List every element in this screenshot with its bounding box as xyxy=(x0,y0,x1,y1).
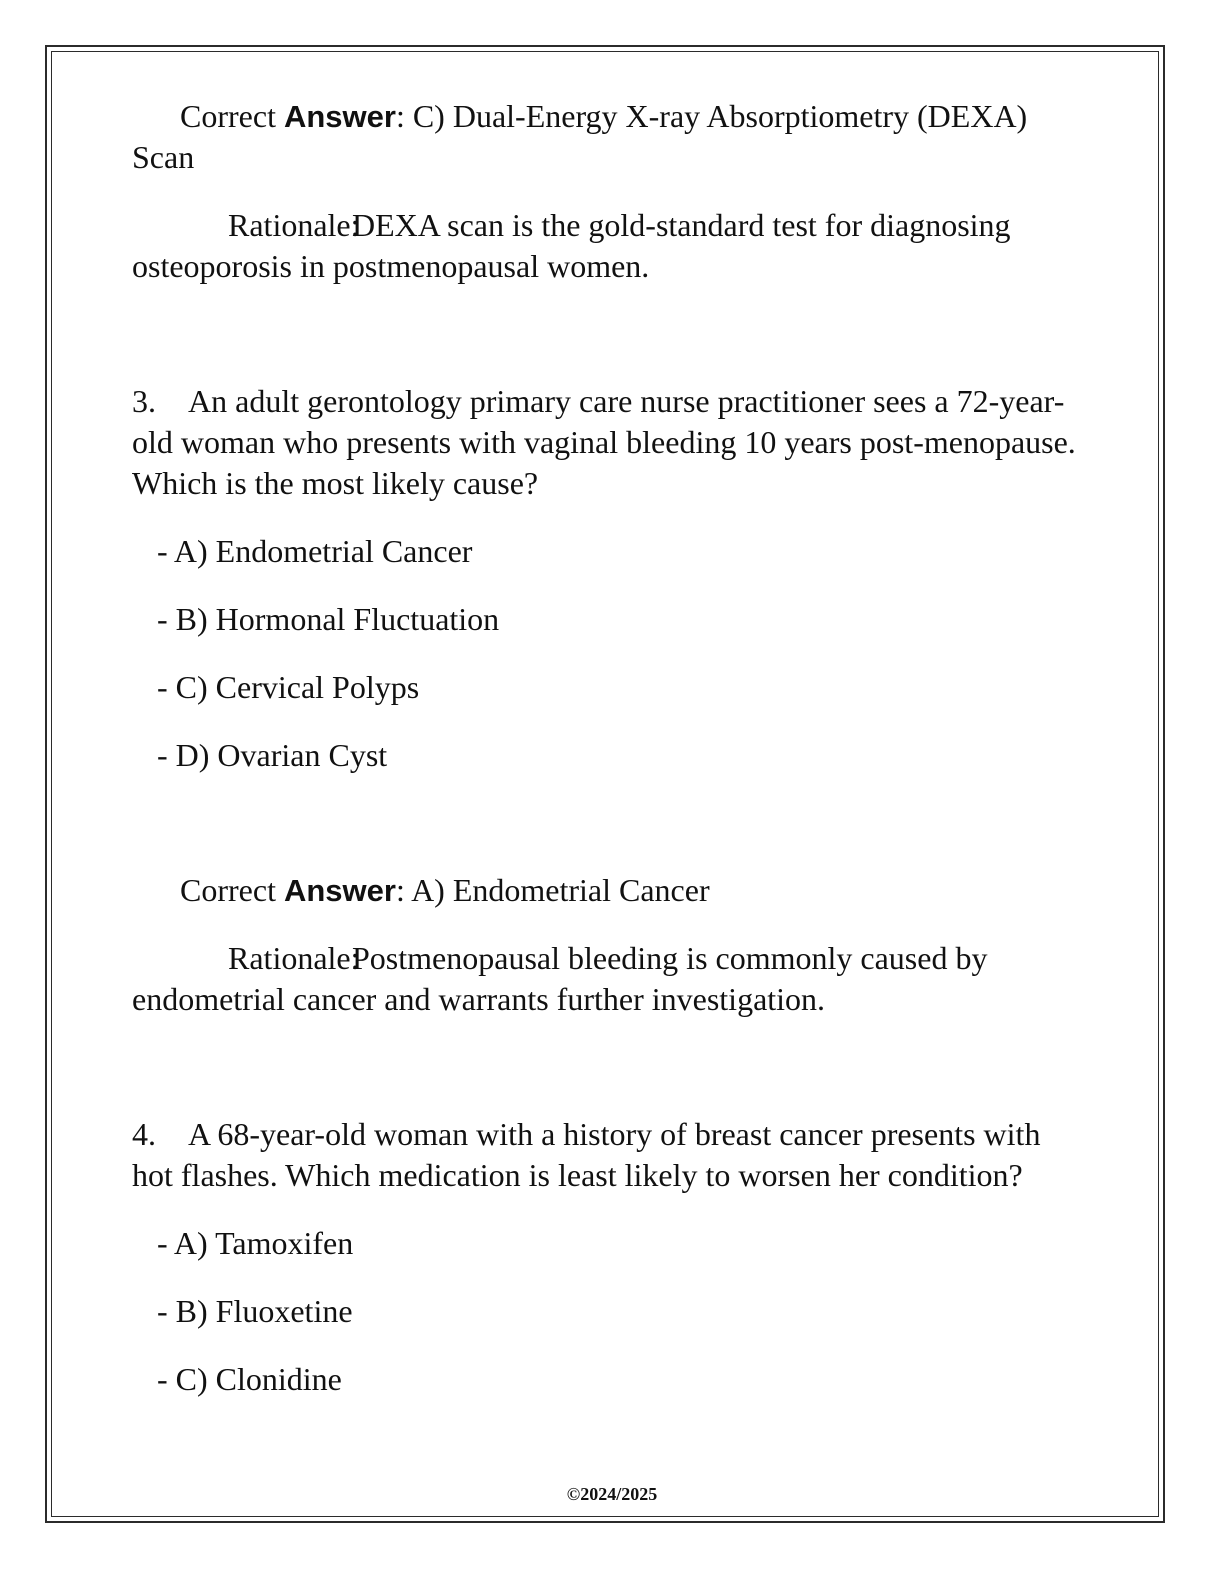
question-4 xyxy=(132,1114,1082,1196)
rationale-label: Rationale: xyxy=(228,940,360,976)
option-d: - D) Ovarian Cyst xyxy=(157,737,388,773)
answer-prefix: Correct xyxy=(180,872,284,908)
rationale-text: DEXA scan is the gold-standard test for diagnosing osteoporosis in postmenopausal women. xyxy=(132,207,1011,284)
correct-answer-line xyxy=(132,96,1082,178)
answer-word: Answer xyxy=(283,99,396,134)
answer-text: : C) Dual-Energy X-ray Absorptiometry (DEXA) Scan xyxy=(132,98,1028,175)
correct-answer-line xyxy=(132,870,1082,911)
answer-prefix: Correct xyxy=(180,98,284,134)
question-3 xyxy=(132,381,1082,504)
document-body xyxy=(132,96,1082,1400)
option-a: - A) Endometrial Cancer xyxy=(157,533,473,569)
question-number: 4. xyxy=(132,1116,156,1152)
option-c: - C) Cervical Polyps xyxy=(157,669,420,705)
rationale-line xyxy=(132,205,1082,287)
option-c: - C) Clonidine xyxy=(157,1361,342,1397)
option-b: - B) Hormonal Fluctuation xyxy=(157,601,500,637)
copyright-footer: ©2024/2025 xyxy=(566,1484,658,1504)
option-b: - B) Fluoxetine xyxy=(157,1293,353,1329)
rationale-label: Rationale: xyxy=(228,207,360,243)
question-number: 3. xyxy=(132,383,156,419)
rationale-line xyxy=(132,938,1082,1020)
option-a: - A) Tamoxifen xyxy=(157,1225,354,1261)
question-text: An adult gerontology primary care nurse practitioner sees a 72-year-old woman who presents with vaginal bleeding 10 years post-menopause. Which is the most likely cause? xyxy=(132,383,1076,501)
question-text: A 68-year-old woman with a history of breast cancer presents with hot flashes. Which medication is least likely to worsen her condition? xyxy=(132,1116,1041,1193)
rationale-text: Postmenopausal bleeding is commonly caused by endometrial cancer and warrants further investigation. xyxy=(132,940,988,1017)
answer-word: Answer xyxy=(283,873,396,908)
answer-text: : A) Endometrial Cancer xyxy=(395,872,710,908)
